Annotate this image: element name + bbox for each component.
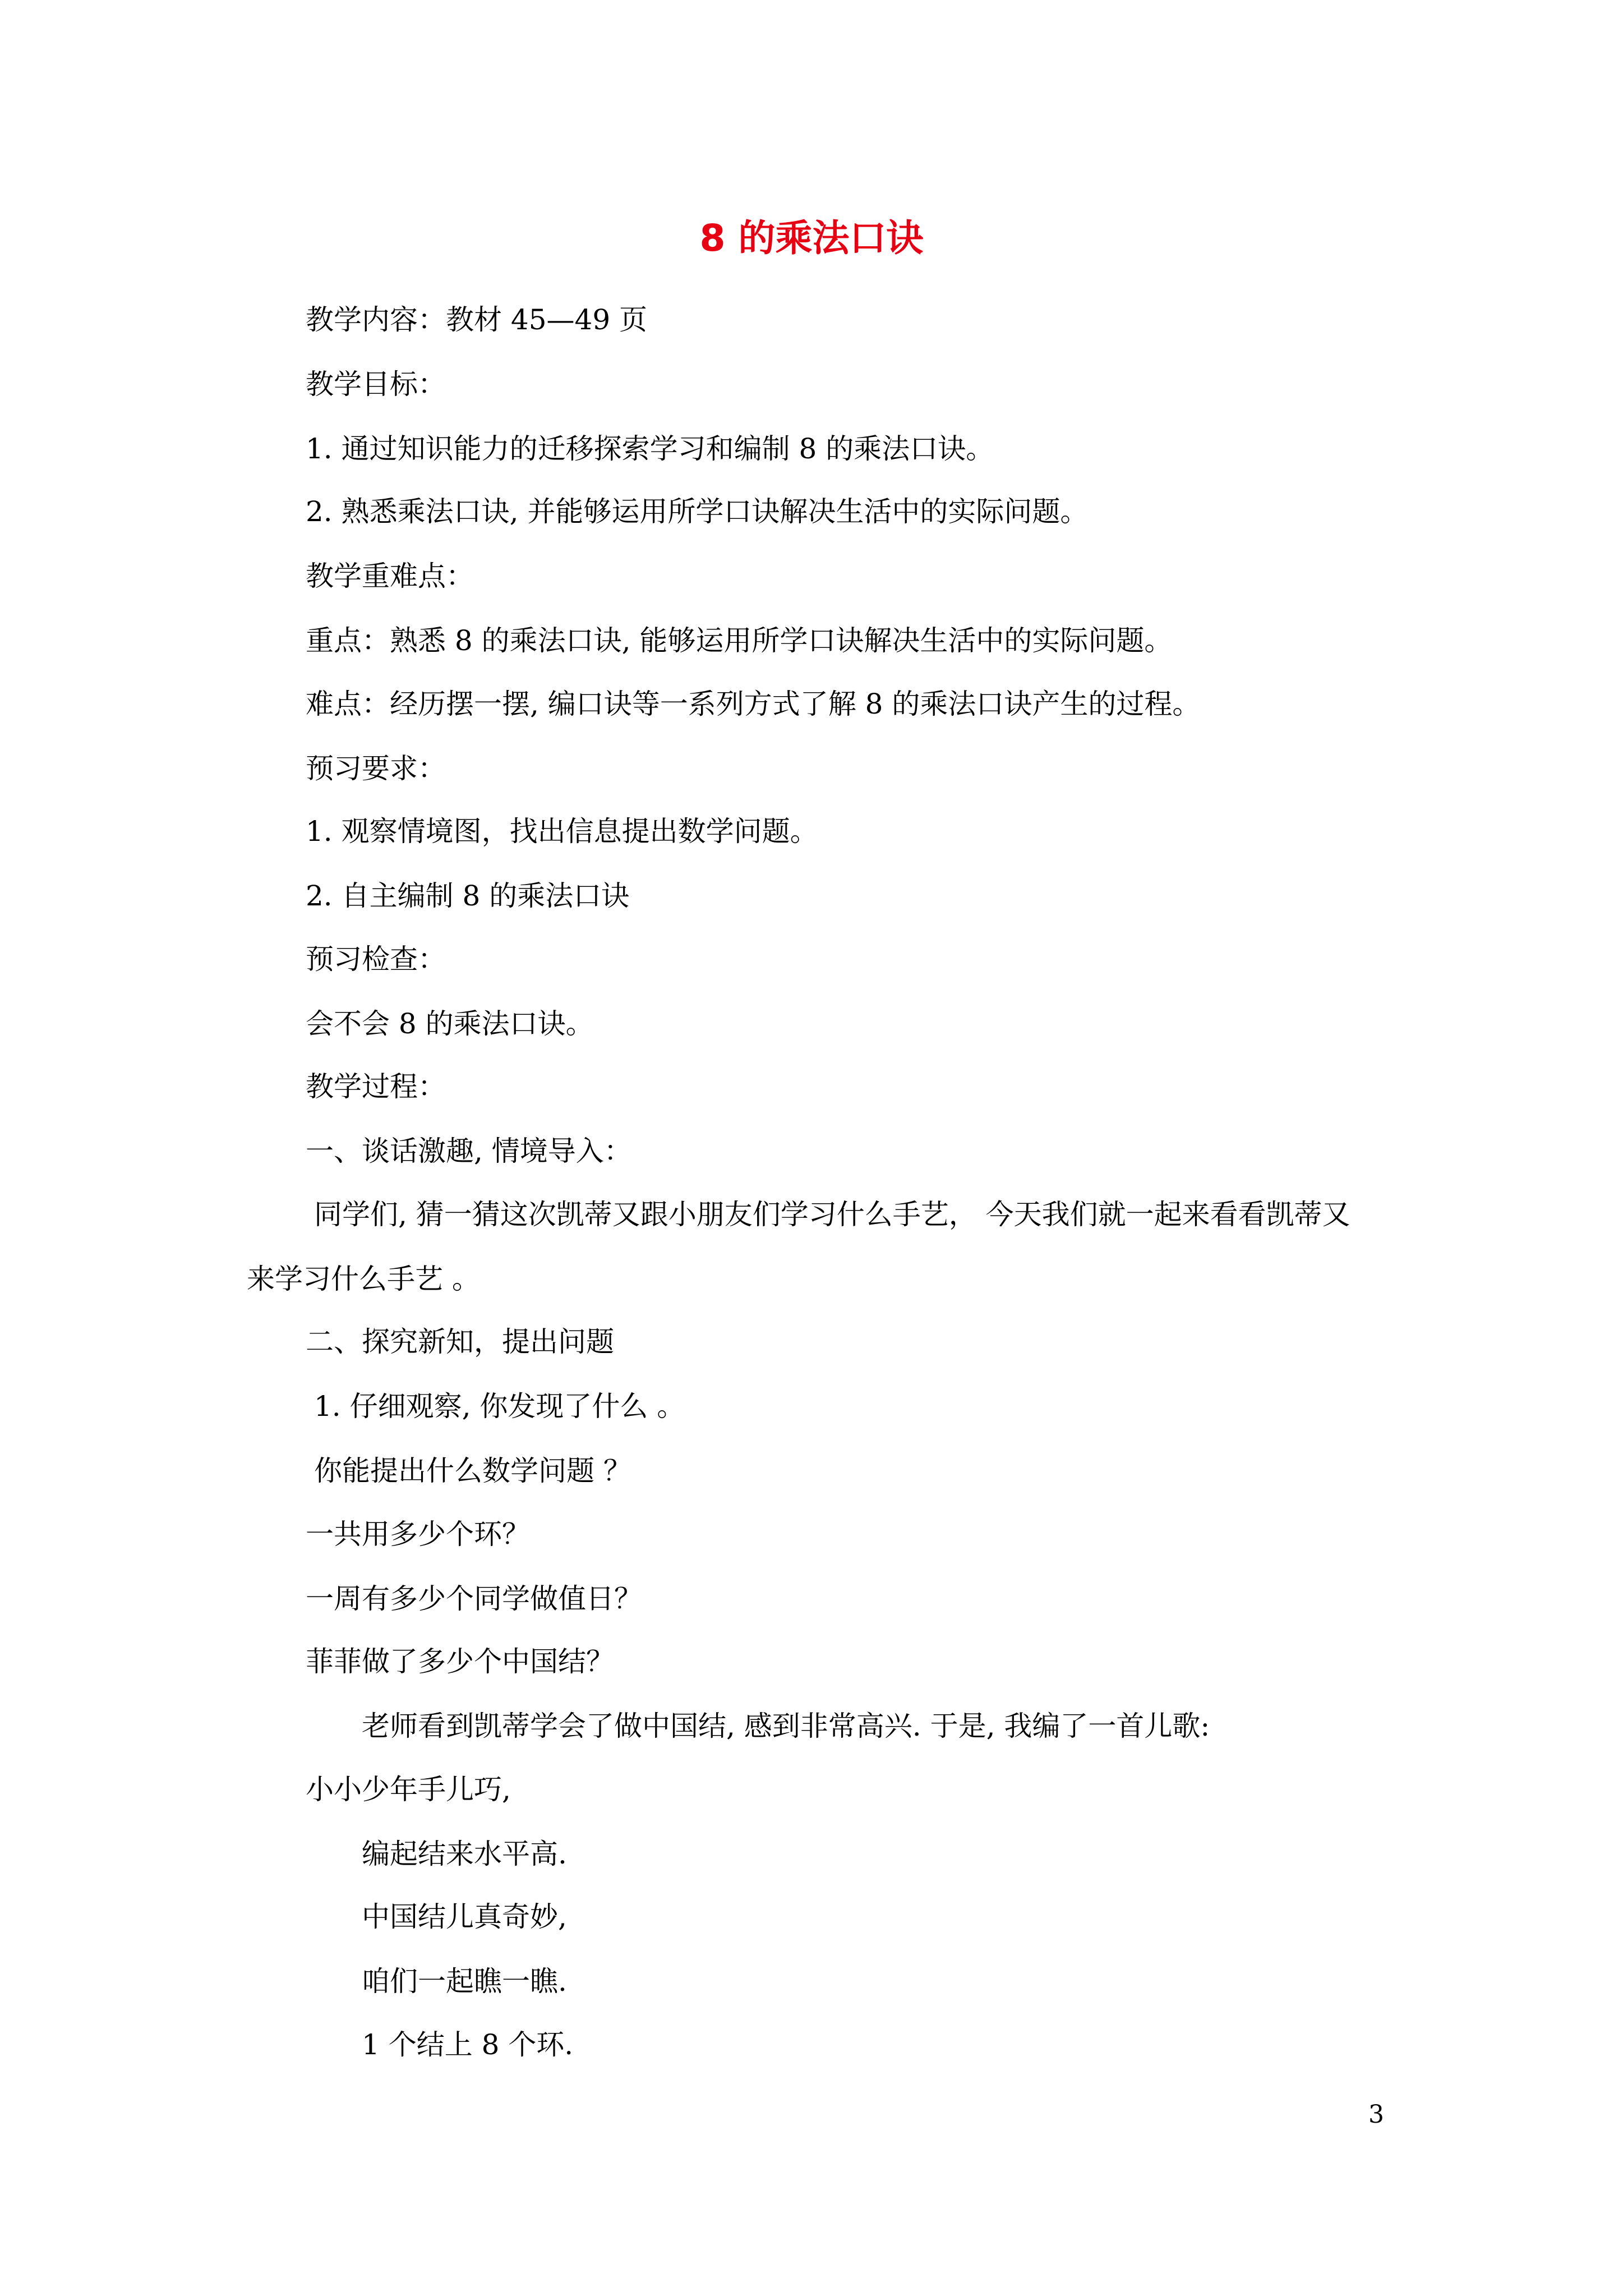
- preview-check-item: 会不会 8 的乘法口诀。: [306, 1007, 594, 1040]
- section-heading-intro: 一、谈话激趣, 情境导入：: [306, 1135, 632, 1167]
- question-3: 菲菲做了多少个中国结？: [306, 1645, 614, 1678]
- teacher-rhyme-intro: 老师看到凯蒂学会了做中国结, 感到非常高兴. 于是, 我编了一首儿歌:: [362, 1710, 1210, 1742]
- explore-item-1: 1. 仔细观察, 你发现了什么 。: [314, 1390, 685, 1423]
- rhyme-line-5: 1 个结上 8 个环.: [362, 2028, 574, 2061]
- page-number: 3: [1368, 2100, 1384, 2129]
- section-heading-explore: 二、探究新知，提出问题: [306, 1326, 614, 1358]
- paragraph-teaching-content: 教学内容：教材 45—49 页: [306, 303, 648, 336]
- key-point-focus: 重点：熟悉 8 的乘法口诀, 能够运用所学口诀解决生活中的实际问题。: [306, 624, 1173, 657]
- intro-paragraph-line-2: 来学习什么手艺 。: [247, 1263, 480, 1295]
- rhyme-line-4: 咱们一起瞧一瞧.: [362, 1965, 567, 1998]
- heading-teaching-goals: 教学目标：: [306, 368, 446, 401]
- rhyme-line-1: 小小少年手儿巧,: [306, 1773, 511, 1806]
- explore-question-prompt: 你能提出什么数学问题 ？: [314, 1455, 631, 1487]
- heading-preview-check: 预习检查：: [306, 943, 446, 976]
- preview-item-2: 2. 自主编制 8 的乘法口诀: [306, 880, 630, 912]
- question-2: 一周有多少个同学做值日？: [306, 1582, 642, 1615]
- page-title: 8 的乘法口诀: [699, 217, 924, 260]
- heading-preview-requirements: 预习要求：: [306, 752, 446, 785]
- heading-key-points: 教学重难点：: [306, 560, 474, 592]
- key-point-difficulty: 难点：经历摆一摆, 编口诀等一系列方式了解 8 的乘法口诀产生的过程。: [306, 688, 1201, 720]
- rhyme-line-3: 中国结儿真奇妙,: [362, 1901, 567, 1933]
- goal-item-2: 2. 熟悉乘法口诀, 并能够运用所学口诀解决生活中的实际问题。: [306, 495, 1089, 528]
- heading-teaching-process: 教学过程：: [306, 1070, 446, 1103]
- question-1: 一共用多少个环？: [306, 1518, 530, 1550]
- rhyme-line-2: 编起结来水平高.: [362, 1838, 567, 1870]
- goal-item-1: 1. 通过知识能力的迁移探索学习和编制 8 的乘法口诀。: [306, 432, 994, 465]
- preview-item-1: 1. 观察情境图，找出信息提出数学问题。: [306, 815, 818, 848]
- intro-paragraph-line-1: 同学们, 猜一猜这次凯蒂又跟小朋友们学习什么手艺， 今天我们就一起来看看凯蒂又: [314, 1198, 1350, 1231]
